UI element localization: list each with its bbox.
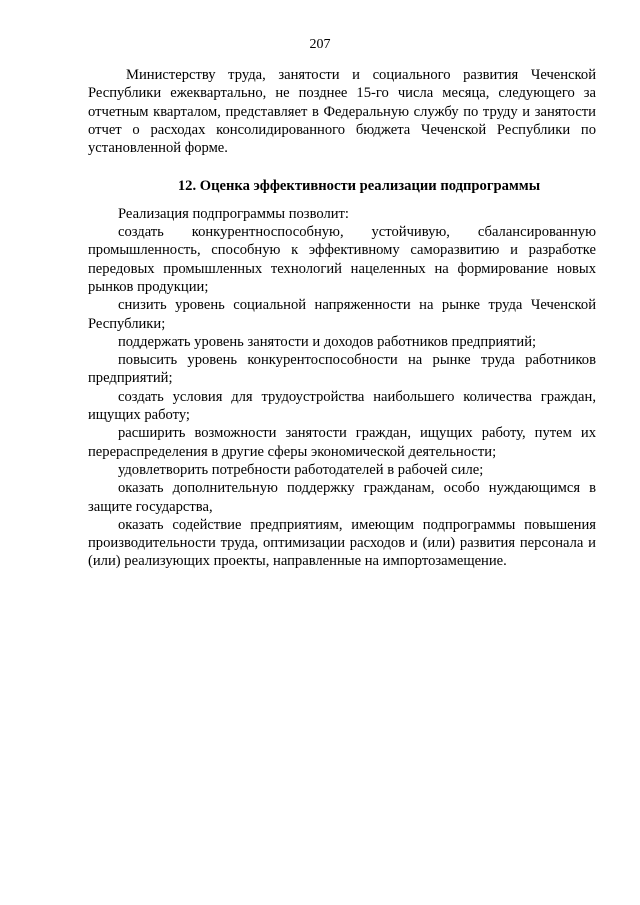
list-item: поддержать уровень занятости и доходов работников предприятий;: [118, 333, 537, 350]
page-number: 207: [309, 37, 331, 52]
list-item: создать условия для трудоустройства наибольшего количества граждан, ищущих работу;: [88, 388, 596, 424]
list-item: снизить уровень социальной напряженности на рынке труда Чеченской Республики;: [88, 297, 596, 332]
lead-in-paragraph: Реализация подпрограммы позволит:: [118, 205, 349, 222]
list-item: оказать дополнительную поддержку гражданам, особо нуждающимся в защите государства,: [88, 480, 596, 515]
list-item: повысить уровень конкурентоспособности на рынке труда работников предприятий;: [88, 352, 596, 387]
list-item: создать конкурентноспособную, устойчивую, сбалансированную промышленность, способную к эффективному саморазвитию и разработке передовых промышленных технологий нацеленных на формирование новых рынков продукции;: [88, 224, 596, 295]
list-item: оказать содействие предприятиям, имеющим подпрограммы повышения производительности труда, оптимизации расходов и (или) развития персонала и (или) реализующих проекты, направленные на импортозамещение.: [88, 516, 596, 570]
intro-paragraph: Министерству труда, занятости и социального развития Чеченской Республики ежеквартально, не позднее 15-го числа месяца, следующего за отчетным кварталом, представляет в Федеральную службу по труду и занятости отчет о расходах консолидированного бюджета Чеченской Республики по установленной форме.: [88, 67, 596, 157]
page-content: [88, 66, 596, 571]
outcomes-list: [88, 223, 596, 571]
section-title: 12. Оценка эффективности реализации подпрограммы: [177, 178, 541, 195]
list-item: удовлетворить потребности работодателей в рабочей силе;: [118, 461, 484, 478]
list-item: расширить возможности занятости граждан, ищущих работу, путем их перераспределения в другие сферы экономической деятельности;: [88, 425, 596, 460]
